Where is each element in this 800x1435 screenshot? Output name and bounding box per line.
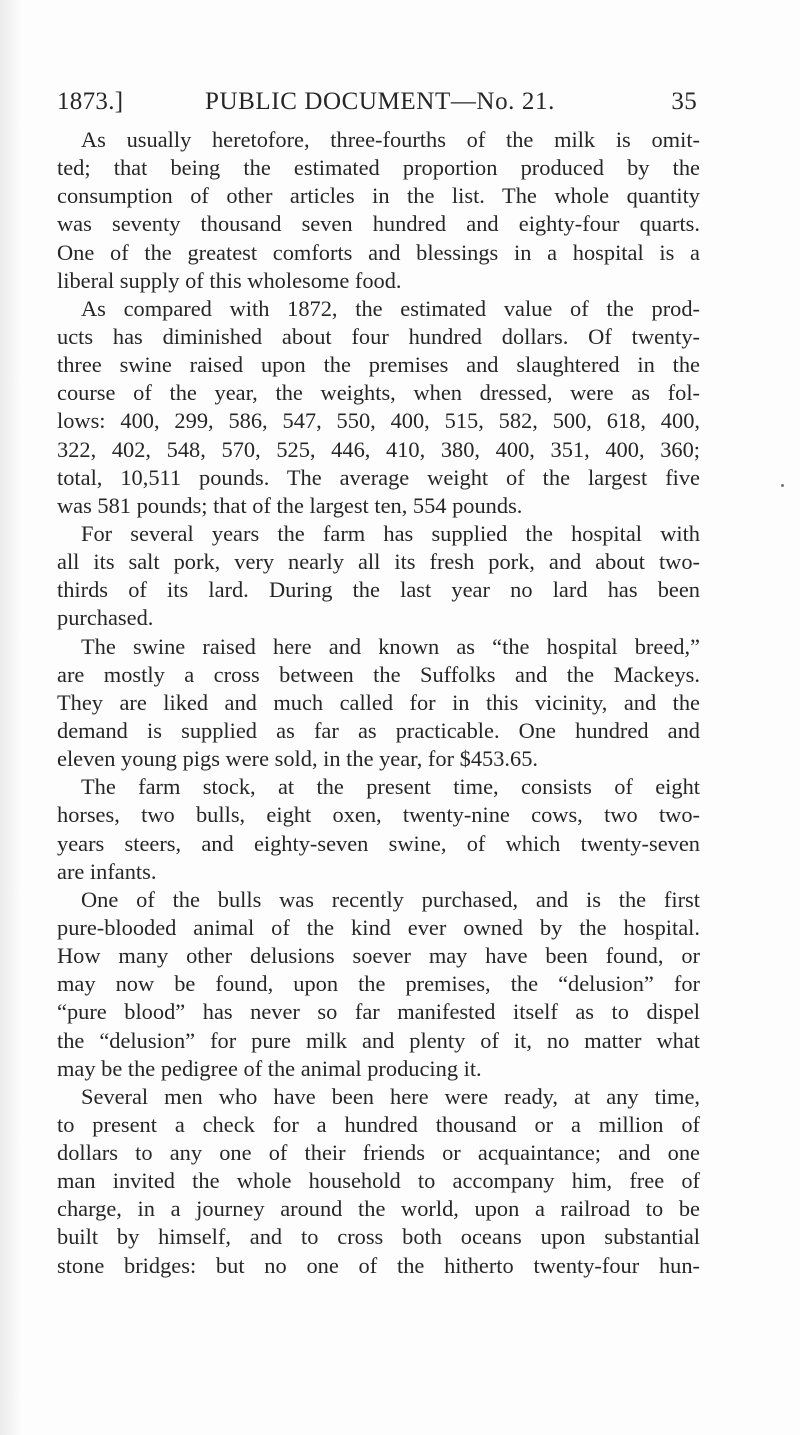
text-line: pure-blooded animal of the kind ever owned by the hospital. (57, 914, 700, 940)
text-line: may now be found, upon the premises, the “delusion” for (57, 971, 700, 997)
text-line: ted; that being the estimated proportion produced by the (57, 155, 700, 181)
text-line: built by himself, and to cross both oceans upon substantial (57, 1224, 700, 1250)
text-line: man invited the whole household to accompany him, free of (57, 1168, 700, 1194)
text-line: The farm stock, at the present time, consists of eight (81, 774, 700, 800)
text-line: One of the greatest comforts and blessings in a hospital is a (57, 239, 700, 265)
text-line: three swine raised upon the premises and slaughtered in the (57, 352, 700, 378)
text-line: consumption of other articles in the list. The whole quantity (57, 183, 700, 209)
text-line: Several men who have been here were ready, at any time, (81, 1083, 700, 1109)
text-line: course of the year, the weights, when dressed, were as fol- (57, 380, 700, 406)
running-head-title: PUBLIC DOCUMENT—No. 21. (205, 88, 555, 115)
page-number: 35 (671, 88, 697, 115)
text-line: charge, in a journey around the world, upon a railroad to be (57, 1196, 700, 1222)
text-line: dollars to any one of their friends or acquaintance; and one (57, 1140, 700, 1166)
text-line: One of the bulls was recently purchased, and is the first (81, 886, 700, 912)
text-line: 322, 402, 548, 570, 525, 446, 410, 380, 400, 351, 400, 360; (57, 436, 700, 462)
body-text (57, 126, 700, 1280)
text-line: lows: 400, 299, 586, 547, 550, 400, 515, 582, 500, 618, 400, (57, 408, 700, 434)
text-line: horses, two bulls, eight oxen, twenty-nine cows, two two- (57, 802, 700, 828)
text-line: liberal supply of this wholesome food. (57, 267, 402, 293)
text-line: all its salt pork, very nearly all its fresh pork, and about two- (57, 549, 700, 575)
text-line: For several years the farm has supplied the hospital with (81, 520, 700, 546)
text-line: They are liked and much called for in this vicinity, and the (57, 689, 700, 715)
text-line: purchased. (57, 605, 154, 631)
text-line: are infants. (57, 858, 157, 884)
running-head-year: 1873.] (57, 88, 124, 115)
text-line: are mostly a cross between the Suffolks and the Mackeys. (57, 661, 700, 687)
text-line: may be the pedigree of the animal producing it. (57, 1055, 482, 1081)
text-line: eleven young pigs were sold, in the year, for $453.65. (57, 746, 539, 772)
text-line: ucts has diminished about four hundred dollars. Of twenty- (57, 323, 700, 349)
text-line: As usually heretofore, three-fourths of the milk is omit- (81, 127, 700, 152)
running-head (57, 88, 697, 124)
margin-speck (781, 484, 784, 487)
text-line: the “delusion” for pure milk and plenty of it, no matter what (57, 1027, 700, 1053)
text-line: How many other delusions soever may have been found, or (57, 943, 700, 969)
text-line: stone bridges: but no one of the hitherto twenty-four hun- (57, 1252, 700, 1278)
page-edge-shadow (0, 0, 22, 1435)
text-line: thirds of its lard. During the last year no lard has been (57, 577, 700, 603)
text-line: “pure blood” has never so far manifested itself as to dispel (57, 999, 700, 1025)
text-line: was seventy thousand seven hundred and eighty-four quarts. (57, 211, 700, 237)
text-line: years steers, and eighty-seven swine, of which twenty-seven (57, 830, 700, 856)
text-line: was 581 pounds; that of the largest ten, 554 pounds. (57, 492, 523, 518)
text-line: The swine raised here and known as “the hospital breed,” (81, 633, 700, 659)
text-line: As compared with 1872, the estimated value of the prod- (81, 295, 700, 321)
text-line: total, 10,511 pounds. The average weight of the largest five (57, 464, 700, 490)
text-line: to present a check for a hundred thousand or a million of (57, 1111, 700, 1137)
text-line: demand is supplied as far as practicable. One hundred and (57, 717, 700, 743)
